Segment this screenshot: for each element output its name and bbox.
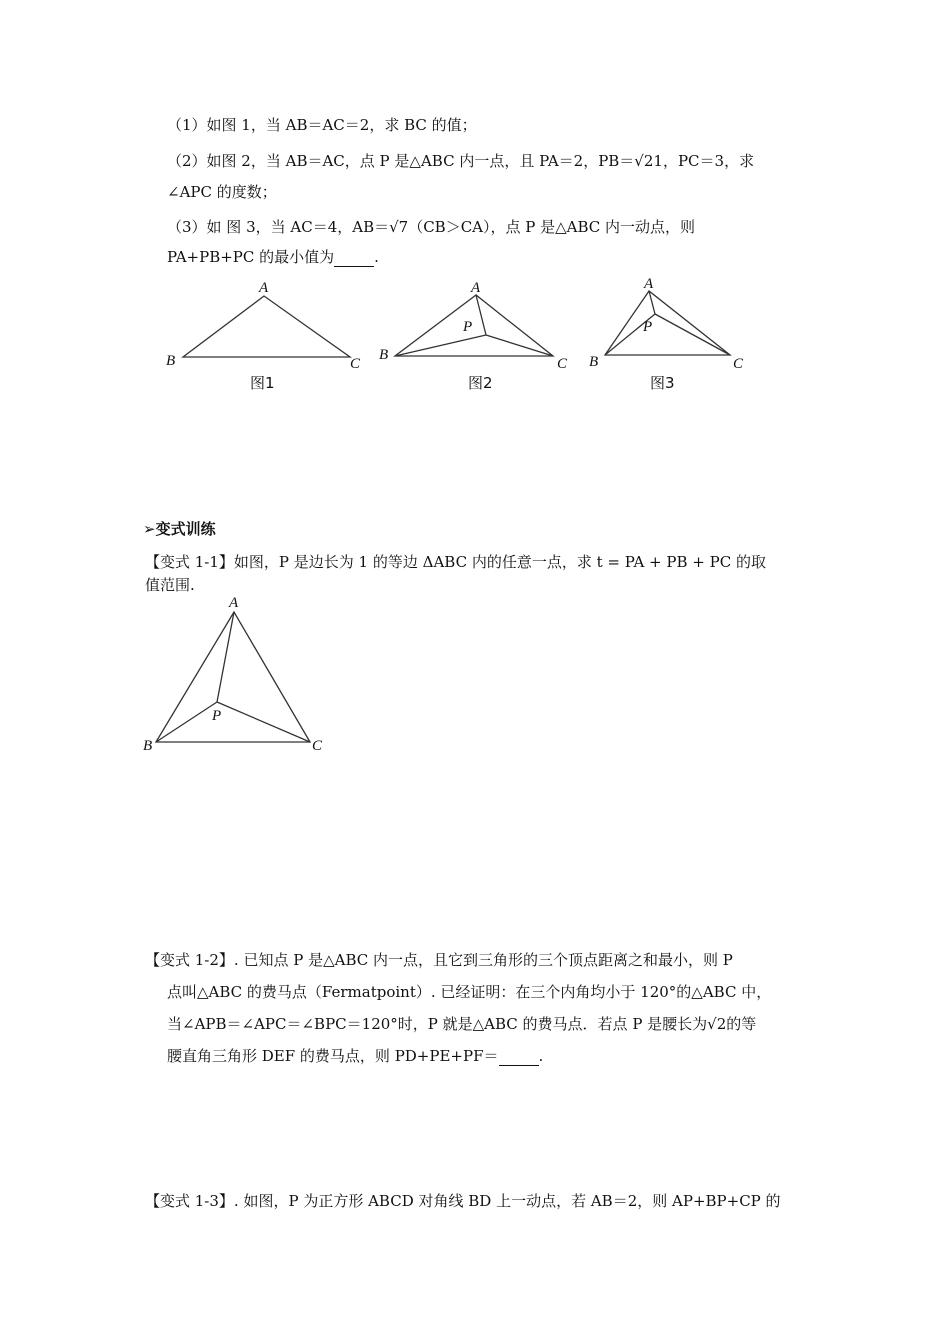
label-a: A (259, 280, 269, 296)
v2-line3: 当∠APB＝∠APC＝∠BPC＝120°时，P 就是△ABC 的费马点．若点 P 是腰长为√2的等 (167, 1015, 757, 1033)
figure-2 (375, 278, 575, 373)
label-a: A (471, 280, 481, 296)
v2-line4-end: . (538, 1047, 544, 1065)
v1-line2: 值范围. (145, 576, 195, 594)
q2-text-line1: （2）如图 2，当 AB＝AC，点 P 是△ABC 内一点，且 PA＝2，PB＝√21，PC＝3，求 (167, 152, 755, 170)
figure-3-caption: 图3 (650, 374, 675, 392)
label-b: B (589, 354, 599, 370)
v2-line4-main: 腰直角三角形 DEF 的费马点，则 PD+PE+PF＝ (167, 1047, 499, 1065)
v3-line1: 【变式 1-3】. 如图，P 为正方形 ABCD 对角线 BD 上一动点，若 AB＝2，则 AP+BP+CP 的 (145, 1192, 781, 1210)
segment-pc (655, 314, 730, 355)
label-p: P (463, 319, 473, 335)
q3-text-line2 (167, 247, 379, 267)
label-b: B (143, 738, 153, 754)
label-b: B (379, 347, 389, 363)
label-p: P (643, 319, 653, 335)
label-p: P (212, 708, 222, 724)
q2-text-line2: ∠APC 的度数； (167, 183, 277, 201)
label-c: C (312, 738, 323, 754)
label-c: C (557, 356, 568, 372)
answer-blank (499, 1051, 539, 1066)
figure-3 (585, 272, 750, 372)
segment-pc (486, 335, 553, 356)
v2-line4 (167, 1046, 543, 1066)
label-b: B (166, 353, 176, 369)
figure-1 (160, 278, 370, 373)
v1-figure (138, 592, 338, 760)
section-title: ➢变式训练 (143, 520, 216, 538)
segment-pc (217, 702, 310, 742)
q3-text-end: . (374, 248, 379, 266)
equilateral-triangle-abc (156, 612, 310, 742)
label-c: C (733, 356, 744, 372)
figure-2-caption: 图2 (468, 374, 493, 392)
answer-blank (334, 252, 374, 267)
figure-1-caption: 图1 (250, 374, 275, 392)
label-a: A (229, 595, 239, 611)
q3-text-main: PA+PB+PC 的最小值为 (167, 248, 335, 266)
v2-line1: 【变式 1-2】. 已知点 P 是△ABC 内一点，且它到三角形的三个顶点距离之和最小，则 P (145, 951, 733, 969)
q3-text-line1: （3）如 图 3，当 AC＝4，AB＝√7（CB＞CA），点 P 是△ABC 内一动点，则 (167, 218, 696, 236)
v1-line1: 【变式 1-1】如图，P 是边长为 1 的等边 ΔABC 内的任意一点，求 t = PA + PB + PC 的取 (145, 553, 766, 571)
q1-text: （1）如图 1，当 AB＝AC＝2，求 BC 的值； (167, 116, 477, 134)
triangle-abc-fig1 (183, 296, 350, 357)
label-a: A (644, 276, 654, 292)
label-c: C (350, 356, 361, 372)
v2-line2: 点叫△ABC 的费马点（Fermatpoint）. 已经证明：在三个内角均小于 120°的△ABC 中， (167, 983, 772, 1001)
triangle-abc-fig2 (395, 295, 553, 356)
segment-pb (156, 702, 217, 742)
